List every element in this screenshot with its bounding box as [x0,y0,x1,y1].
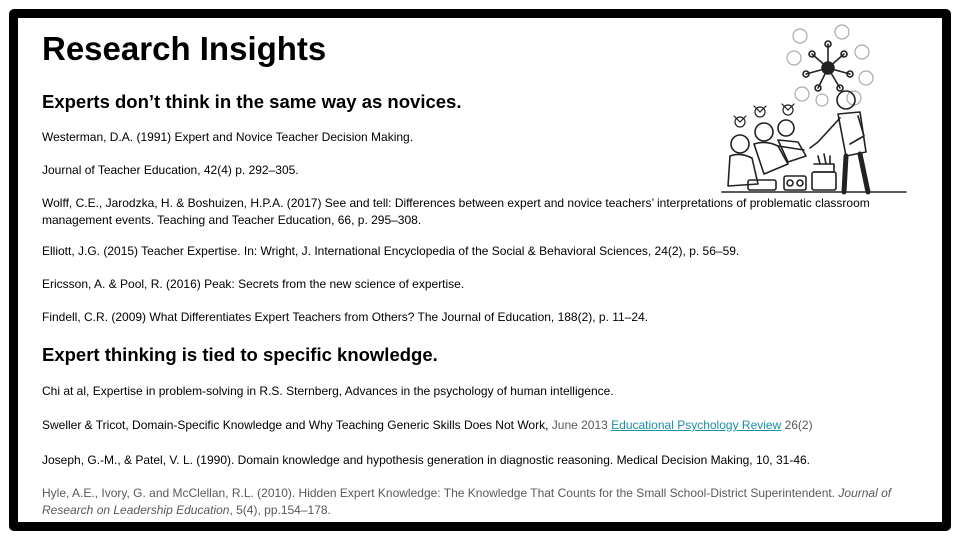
reference-sweller [42,417,813,434]
reference-sweller-main: Sweller & Tricot, Domain-Specific Knowledge and Why Teaching Generic Skills Does Not Work, [42,418,549,432]
reference-sweller-issue: 26(2) [781,418,813,432]
reference-sweller-date: June 2013 [548,418,612,432]
reference-journal-teacher-education: Journal of Teacher Education, 42(4) p. 292–305. [42,163,299,177]
educational-psychology-review-link[interactable]: Educational Psychology Review [611,418,782,432]
page-title: Research Insights [42,30,327,67]
reference-westerman: Westerman, D.A. (1991) Expert and Novice Teacher Decision Making. [42,130,414,144]
section-heading-knowledge: Expert thinking is tied to specific knowledge. [42,344,438,365]
reference-hyle [42,485,892,519]
teacher-students-illustration [718,24,910,196]
teacher-figure [810,91,868,192]
idea-network-icon [803,41,853,91]
reference-chi: Chi at al, Expertise in problem-solving in R.S. Sternberg, Advances in the psychology of human intelligence. [42,384,614,398]
desk-with-objects [722,154,906,192]
reference-hyle-journal: Journal of Research on Leadership Education [42,486,892,517]
reference-joseph: Joseph, G.-M., & Patel, V. L. (1990). Domain knowledge and hypothesis generation in diagnostic reasoning. Medical Decision Making, 10, 31-46. [42,453,810,467]
reference-hyle-rest: , 5(4), pp.154–178. [229,503,331,517]
reference-wolff: Wolff, C.E., Jarodzka, H. & Boshuizen, H.P.A. (2017) See and tell: Differences between expert and novice teachers’ interpretations of problematic classroom management events. Teaching and Teacher Education, 66, p. 295–308. [42,196,870,227]
reference-hyle-main: Hyle, A.E., Ivory, G. and McClellan, R.L. (2010). Hidden Expert Knowledge: The Knowledge That Counts for the Small School-District Superintendent. [42,486,839,500]
reference-elliott: Elliott, J.G. (2015) Teacher Expertise. In: Wright, J. International Encyclopedia of the Social & Behavioral Sciences, 24(2), p. 56–59. [42,244,740,258]
section-heading-novices: Experts don’t think in the same way as novices. [42,91,462,112]
reference-findell: Findell, C.R. (2009) What Differentiates Expert Teachers from Others? The Journal of Education, 188(2), p. 11–24. [42,310,649,324]
reference-ericsson: Ericsson, A. & Pool, R. (2016) Peak: Secrets from the new science of expertise. [42,277,465,291]
